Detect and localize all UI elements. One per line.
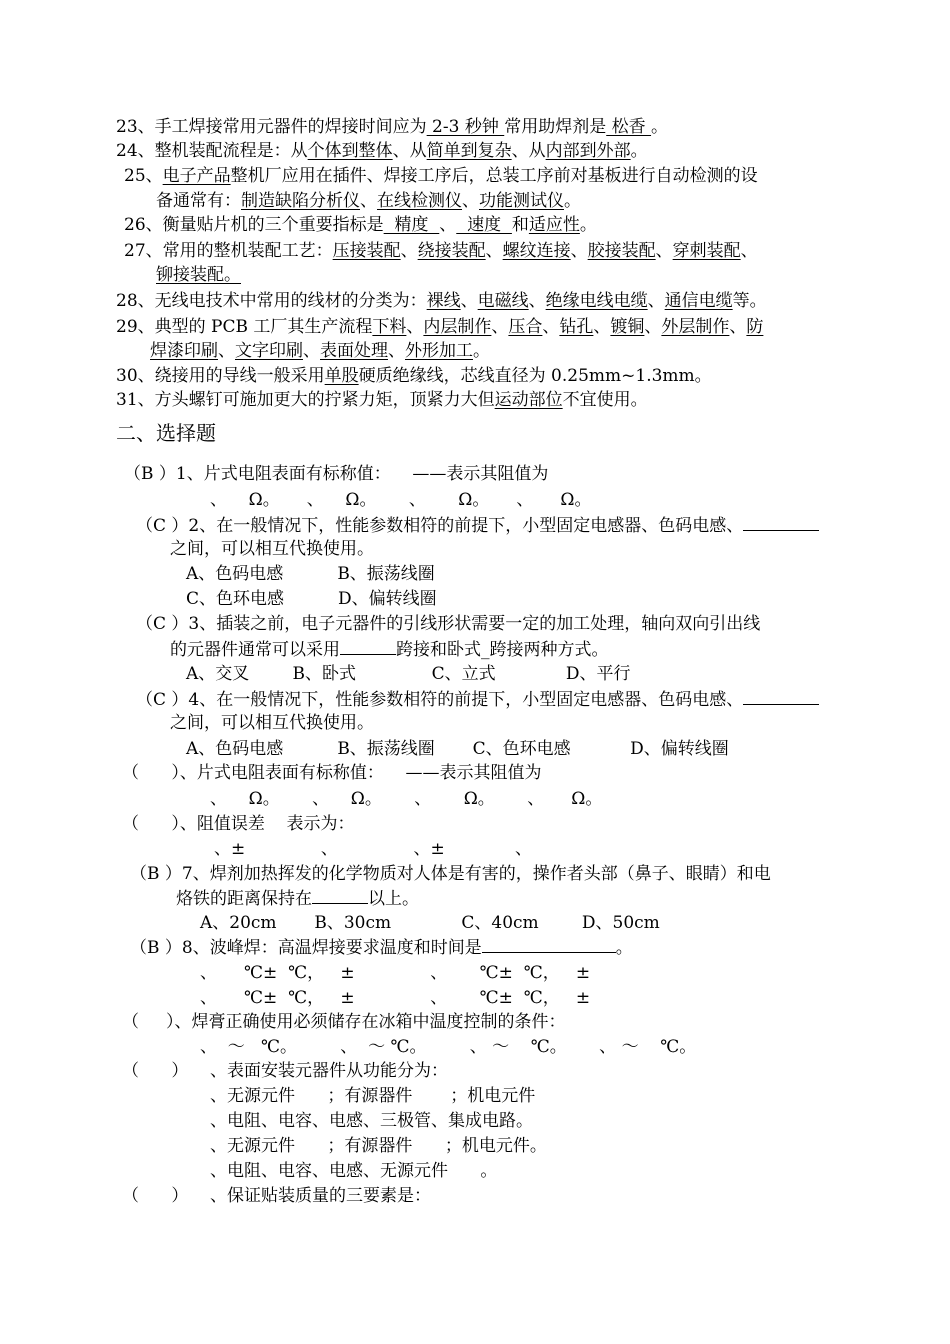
c2-options-1: A、色码电感 B、振荡线圈 xyxy=(186,564,435,584)
c8-options-1: 、 ℃± ℃， ± 、 ℃± ℃， ± xyxy=(200,963,591,983)
c5-stem: （ ）、片式电阻表面有标称值： ——表示其阻值为 xyxy=(122,763,542,783)
c4-stem: （C ）4、在一般情况下，性能参数相符的前提下，小型固定电感器、色码电感、 xyxy=(136,688,819,711)
c10-option-4: 、电阻、电容、电感、无源元件 。 xyxy=(210,1161,498,1181)
q28-line: 28、无线电技术中常用的线材的分类为：裸线、电磁线、绝缘电线电缆、通信电缆等。 xyxy=(116,291,767,311)
q27-line1: 27、常用的整机装配工艺：压接装配、绕接装配、螺纹连接、胶接装配、穿刺装配、 xyxy=(124,241,758,261)
c1-stem: （B ）1、片式电阻表面有标称值： ——表示其阻值为 xyxy=(124,464,549,484)
c8-stem: （B ）8、波峰焊：高温焊接要求温度和时间是 。 xyxy=(130,938,633,958)
q29-line1: 29、典型的 PCB 工厂其生产流程下料、内层制作、压合、钻孔、镀铜、外层制作、防 xyxy=(116,317,764,337)
c7-cont: 烙铁的距离保持在 以上。 xyxy=(176,889,419,909)
c2-cont: 之间，可以相互代换使用。 xyxy=(170,539,374,559)
q30-line: 30、绕接用的导线一般采用单股硬质绝缘线，芯线直径为 0.25mm~1.3mm。 xyxy=(116,366,712,386)
c4-cont: 之间，可以相互代换使用。 xyxy=(170,713,374,733)
c10-option-1: 、无源元件 ；有源器件 ；机电元件 xyxy=(210,1086,536,1106)
c9-options: 、 ～ ℃。 、 ～ ℃。 、 ～ ℃。 、 ～ ℃。 xyxy=(200,1037,697,1057)
c1-options: 、 Ω。 、 Ω。 、 Ω。 、 Ω。 xyxy=(210,490,592,510)
c3-options: A、交叉 B、卧式 C、立式 D、平行 xyxy=(186,664,631,684)
c4-options: A、色码电感 B、振荡线圈 C、色环电感 D、偏转线圈 xyxy=(186,739,729,759)
c6-stem: （ ）、阻值误差 表示为： xyxy=(122,814,355,834)
q23-line: 23、手工焊接常用元器件的焊接时间应为 2-3 秒钟 常用助焊剂是 松香 。 xyxy=(116,117,669,137)
c10-option-2: 、电阻、电容、电感、三极管、集成电路。 xyxy=(210,1111,533,1131)
c7-options: A、20cm B、30cm C、40cm D、50cm xyxy=(200,913,660,933)
c3-stem: （C ）3、插装之前，电子元器件的引线形状需要一定的加工处理，轴向双向引出线 xyxy=(136,614,761,634)
c2-stem: （C ）2、在一般情况下，性能参数相符的前提下，小型固定电感器、色码电感、 xyxy=(136,514,819,537)
c7-stem: （B ）7、焊剂加热挥发的化学物质对人体是有害的，操作者头部（鼻子、眼睛）和电 xyxy=(130,864,771,884)
c8-options-2: 、 ℃± ℃， ± 、 ℃± ℃， ± xyxy=(200,988,591,1008)
q26-line: 26、衡量贴片机的三个重要指标是 精度 、 速度 和适应性。 xyxy=(124,215,597,235)
section-title: 二、选择题 xyxy=(116,421,216,445)
q31-line: 31、方头螺钉可施加更大的拧紧力矩，顶紧力大但运动部位不宜使用。 xyxy=(116,390,648,410)
c10-stem: （ ） 、表面安装元器件从功能分为： xyxy=(122,1061,449,1081)
q24-line: 24、整机装配流程是：从个体到整体、从简单到复杂、从内部到外部。 xyxy=(116,141,648,161)
q25-line2: 备通常有：制造缺陷分析仪、在线检测仪、功能测试仪。 xyxy=(156,191,581,211)
c5-options: 、 Ω。 、 Ω。 、 Ω。 、 Ω。 xyxy=(210,789,603,809)
c2-options-2: C、色环电感 D、偏转线圈 xyxy=(186,589,437,609)
c10-option-3: 、无源元件 ；有源器件 ；机电元件。 xyxy=(210,1136,547,1156)
c6-options: 、± 、 、± 、 xyxy=(214,839,533,859)
c3-cont: 的元器件通常可以采用 跨接和卧式_跨接两种方式。 xyxy=(170,640,609,660)
c9-stem: （ ）、焊膏正确使用必须储存在冰箱中温度控制的条件： xyxy=(122,1012,566,1032)
q25-line1: 25、电子产品整机厂应用在插件、焊接工序后，总装工序前对基板进行自动检测的设 xyxy=(124,166,758,186)
c11-stem: （ ） 、保证贴装质量的三要素是： xyxy=(122,1186,432,1206)
q29-line2: 焊漆印刷、文字印刷、表面处理、外形加工。 xyxy=(150,341,490,361)
q27-line2: 铆接装配。 xyxy=(156,265,241,285)
